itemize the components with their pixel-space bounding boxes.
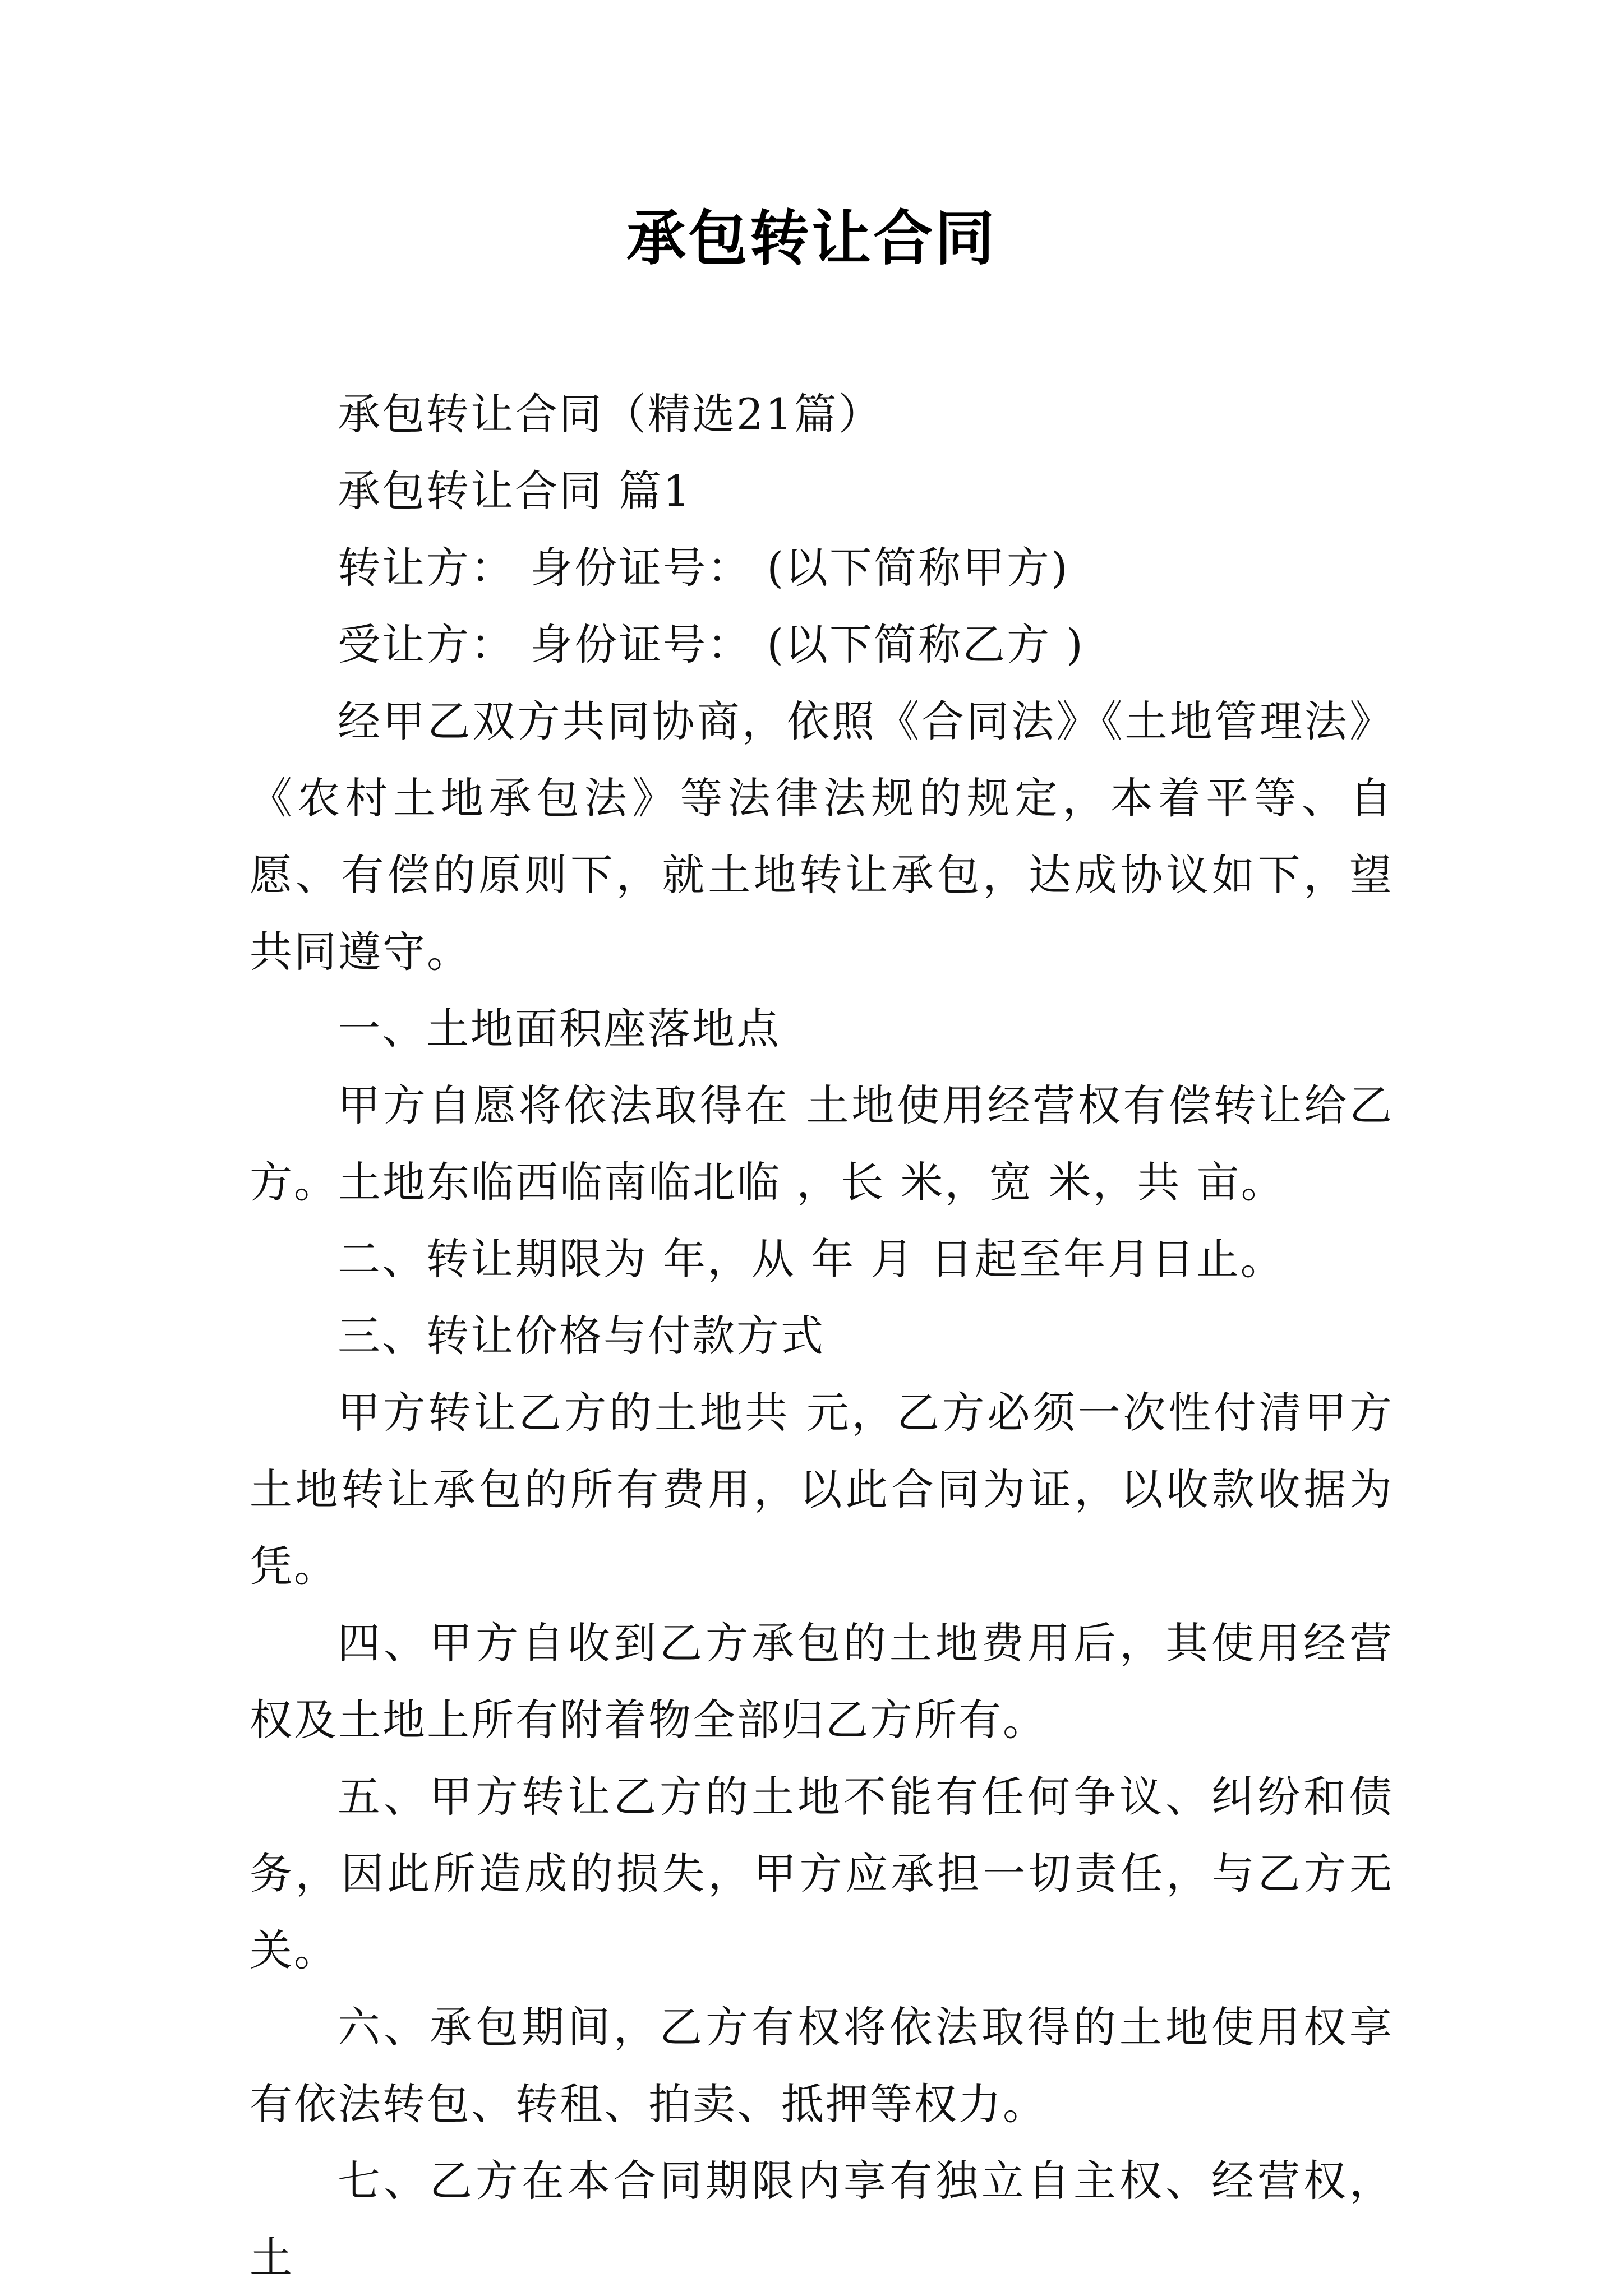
paragraph-clause-3-heading: 三、转让价格与付款方式 [338,1311,825,1361]
paragraph-clause-5: 五、甲方转让乙方的土地不能有任何争议、纠纷和债务，因此所造成的损失，甲方应承担一切责任，与乙方无关。 [250,1772,1394,1975]
paragraph-transferee: 受让方： 身份证号： (以下简称乙方 ) [338,620,1085,669]
paragraph-section-heading: 承包转让合同 篇1 [338,466,692,516]
paragraph-clause-7: 七、乙方在本合同期限内享有独立自主权、经营权，土 [250,2156,1394,2283]
paragraph-clause-1-body: 甲方自愿将依法取得在 土地使用经营权有偿转让给乙方。土地东临西临南临北临 ，长 米，宽 米，共 亩。 [250,1080,1394,1207]
paragraph-preamble: 经甲乙双方共同协商，依照《合同法》《土地管理法》《农村土地承包法》等法律法规的规定，本着平等、自愿、有偿的原则下，就土地转让承包，达成协议如下，望共同遵守。 [250,696,1394,977]
document-body [250,376,1394,2296]
paragraph-clause-6: 六、承包期间，乙方有权将依法取得的土地使用权享有依法转包、转租、拍卖、抵押等权力。 [250,2002,1394,2129]
paragraph-clause-2: 二、转让期限为 年，从 年 月 日起至年月日止。 [338,1234,1285,1284]
document-title: 承包转让合同 [626,203,997,273]
paragraph-clause-1-heading: 一、土地面积座落地点 [338,1004,781,1054]
paragraph-clause-3-body: 甲方转让乙方的土地共 元，乙方必须一次性付清甲方土地转让承包的所有费用，以此合同为证，以收款收据为凭。 [250,1388,1394,1591]
paragraph-subtitle: 承包转让合同（精选21篇） [338,389,883,439]
paragraph-transferor: 转让方： 身份证号： (以下简称甲方) [338,543,1069,593]
paragraph-clause-4: 四、甲方自收到乙方承包的土地费用后，其使用经营权及土地上所有附着物全部归乙方所有。 [250,1618,1394,1745]
